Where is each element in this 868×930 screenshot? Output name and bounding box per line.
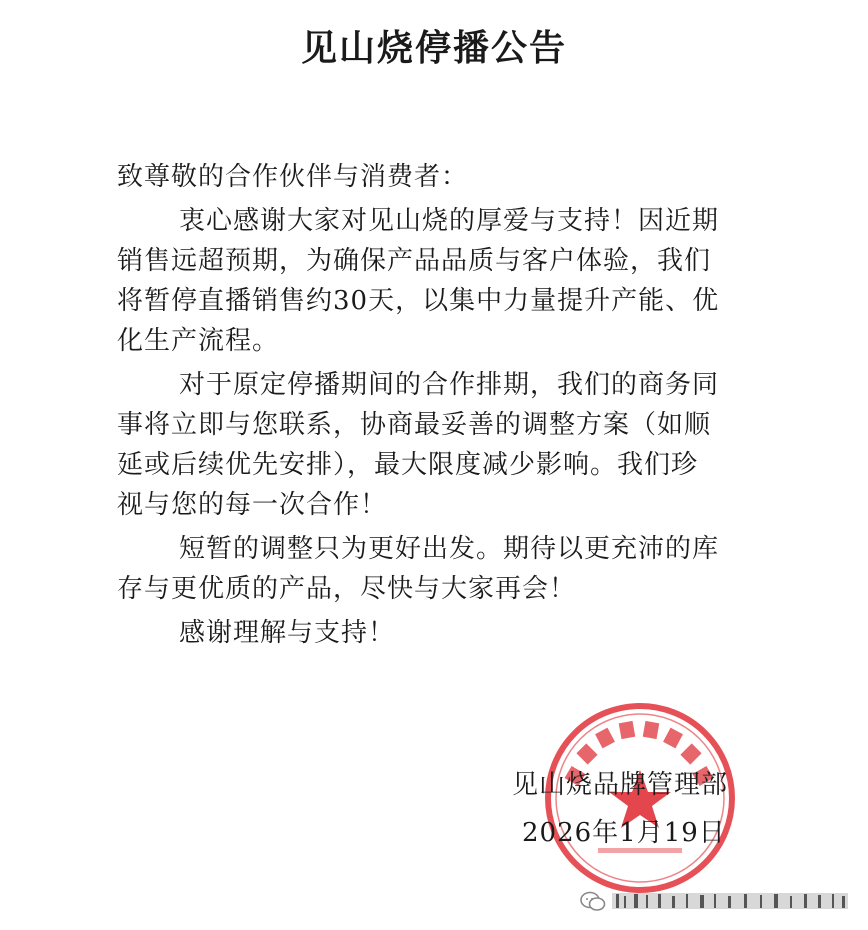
paragraph-line: 短暂的调整只为更好出发。期待以更充沛的库 xyxy=(179,534,720,564)
paragraph-line: 延或后续优先安排），最大限度减少影响。我们珍 xyxy=(117,450,699,480)
paragraph-line: 存与更优质的产品，尽快与大家再会！ xyxy=(117,574,577,604)
paragraph-line: 对于原定停播期间的合作排期，我们的商务同 xyxy=(179,370,720,400)
wechat-logo-icon xyxy=(580,891,606,913)
paragraph-line: 衷心感谢大家对见山烧的厚爱与支持！因近期 xyxy=(179,206,720,236)
signature-department: 见山烧品牌管理部 xyxy=(512,770,729,800)
paragraph-line: 销售远超预期，为确保产品品质与客户体验，我们 xyxy=(117,246,712,276)
signature-date: 2026年1月19日 xyxy=(522,818,726,848)
notice-title: 见山烧停播公告 xyxy=(300,28,567,69)
paragraph-line: 化生产流程。 xyxy=(117,326,280,356)
paragraph-line: 事将立即与您联系，协商最妥善的调整方案（如顺 xyxy=(117,410,712,440)
salutation: 致尊敬的合作伙伴与消费者： xyxy=(117,162,469,192)
blurred-account-name xyxy=(612,888,848,914)
paragraph-2 xyxy=(117,365,797,525)
notice-body xyxy=(117,157,797,653)
paragraph-3 xyxy=(117,529,797,609)
paragraph-line: 视与您的每一次合作！ xyxy=(117,490,388,520)
paragraph-line: 将暂停直播销售约30天，以集中力量提升产能、优 xyxy=(117,286,720,316)
paragraph-line: 感谢理解与支持！ xyxy=(179,618,396,648)
paragraph-4 xyxy=(117,613,797,653)
paragraph-1 xyxy=(117,201,797,361)
watermark xyxy=(580,888,850,916)
